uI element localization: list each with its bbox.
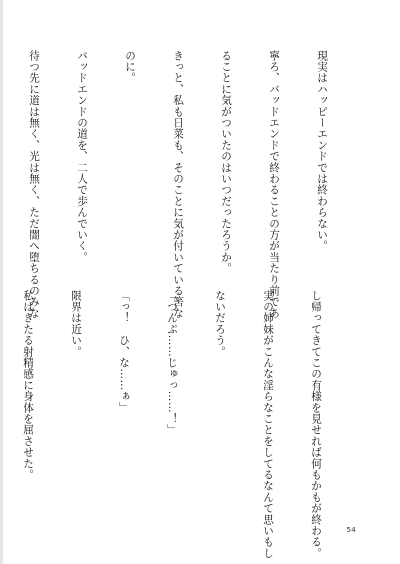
upper-text-block — [28, 50, 362, 319]
text-line: 実の姉妹がこんな淫らなことをしてるなんて思いもし — [262, 290, 274, 559]
text-line: 「っ！ ひ、な……ぁ」 — [118, 290, 130, 414]
text-line: 現実はハッピーエンドでは終わらない。 — [316, 50, 328, 252]
text-line: きっと、私も日菜も、そのことに気が付いている筈な — [172, 50, 184, 319]
text-line: し帰ってきてこの有様を見せれば何もかもが終わる。 — [310, 290, 322, 559]
text-line: ないだろう。 — [214, 290, 226, 358]
text-line: バッドエンドの道を、二人で歩んでいく。 — [76, 50, 88, 263]
text-line: 寧ろ、バッドエンドで終わることの方が当たり前であ — [268, 50, 280, 319]
text-line: 「つんぷ……じゅっ……！」 — [166, 290, 178, 436]
page-number: 54 — [346, 526, 356, 534]
text-line: 私はきたる射精感に身体を屈させた。 — [22, 290, 34, 481]
text-line: のに。 — [124, 50, 136, 84]
text-line: ることに気がついたのはいつだったろうか。 — [220, 50, 232, 274]
text-line: 待つ先に道は無く、光は無く、ただ闇へ堕ちるのみな — [28, 50, 40, 319]
text-line: 限界は近い。 — [70, 290, 82, 358]
